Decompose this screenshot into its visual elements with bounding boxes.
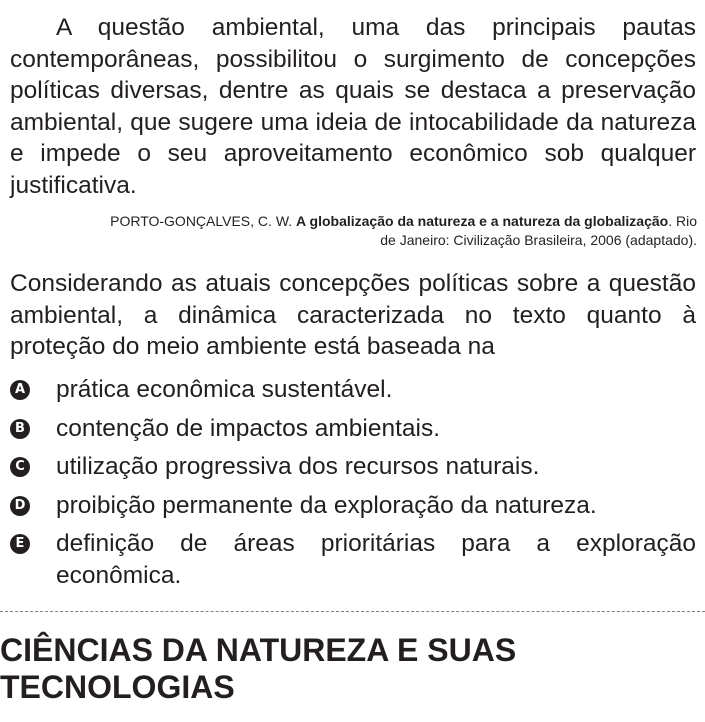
option-e-text: definição de áreas prioritárias para a exploração econômica.	[56, 530, 696, 589]
dashed-divider	[0, 611, 705, 612]
option-d[interactable]	[10, 490, 696, 522]
source-text: A questão ambiental, uma das principais pautas contemporâneas, possibilitou o surgimento de concepções políticas diversas, dentre as quais se destaca a preservação ambiental, que sugere uma ideia de intocabilidade da natureza e impede o seu aproveitamento econômico sob qualquer justificativa.	[10, 14, 696, 199]
option-d-text: proibição permanente da exploração da natureza.	[56, 491, 597, 519]
option-a-text: prática econômica sustentável.	[56, 376, 393, 403]
option-b-text: contenção de impactos ambientais.	[56, 414, 441, 442]
option-a[interactable]	[10, 374, 696, 406]
option-d-letter-badge: D	[10, 496, 30, 516]
citation-title: A globalização da natureza e a natureza da globalização	[296, 213, 669, 229]
option-b[interactable]	[10, 413, 696, 445]
question-stem: Considerando as atuais concepções políticas sobre a questão ambiental, a dinâmica caracterizada no texto quanto à proteção do meio ambiente está baseada na	[10, 270, 696, 360]
option-b-letter-badge: B	[10, 419, 30, 439]
citation-author: PORTO-GONÇALVES, C. W.	[110, 213, 293, 229]
option-a-letter-badge: A	[10, 380, 30, 400]
option-e[interactable]	[10, 528, 696, 591]
citation-details: . Rio de Janeiro: Civilização Brasileira, 2006 (adaptado).	[380, 213, 697, 248]
option-c-text: utilização progressiva dos recursos naturais.	[56, 453, 540, 480]
option-c[interactable]	[10, 451, 696, 483]
option-c-letter-badge: C	[10, 457, 30, 477]
citation	[110, 212, 697, 250]
option-e-letter-badge: E	[10, 534, 30, 554]
section-title: CIÊNCIAS DA NATUREZA E SUAS TECNOLOGIAS	[0, 632, 517, 705]
answer-options	[10, 374, 696, 598]
